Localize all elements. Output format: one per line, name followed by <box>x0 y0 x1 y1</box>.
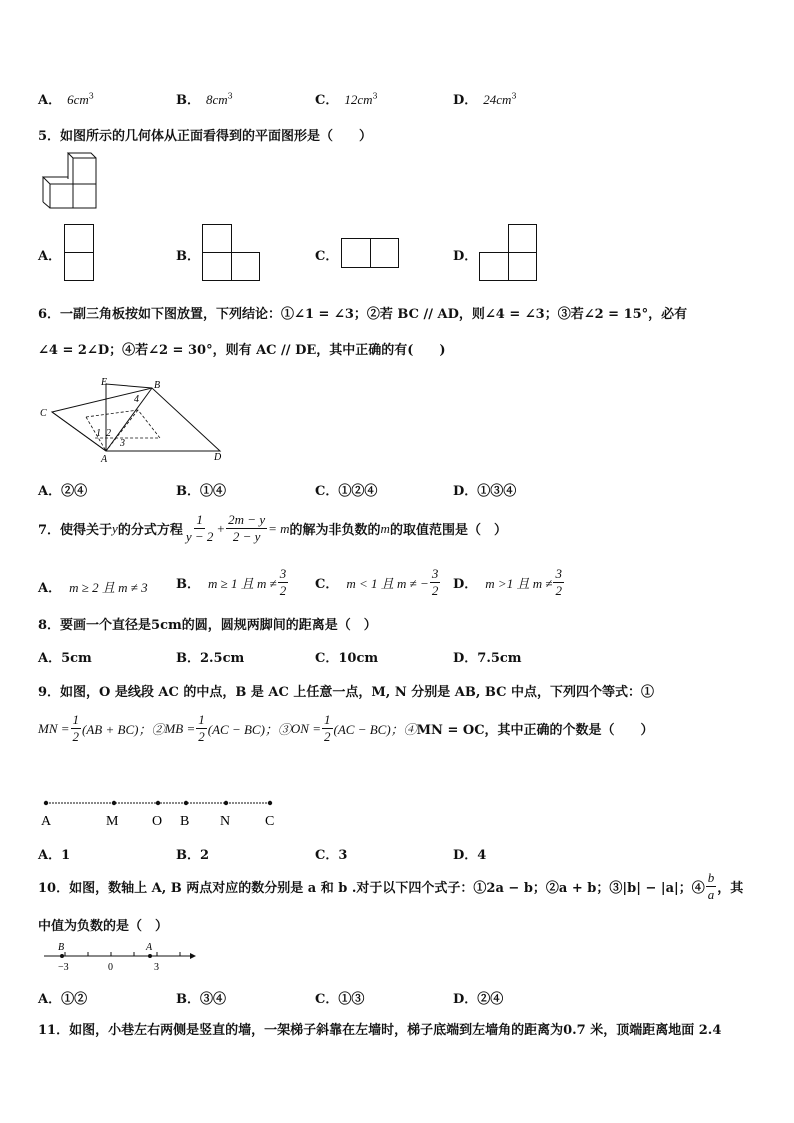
q10-option-b: B．③④ <box>176 992 226 1007</box>
q5-option-d-figure <box>479 224 539 282</box>
point-b: B <box>180 814 190 829</box>
q10-stem-line2: 中值为负数的是（ ） <box>38 919 169 934</box>
q10-option-c: C．①③ <box>315 992 365 1007</box>
q10-number-line <box>40 940 200 974</box>
q9-stem-line2: MN = $\frac{1}{2}$ (AB + BC)；② MB = $\frac{1}{2}$ (AC − BC)；③ ON = $\frac{1}{2}$ (AC − BC)；④ MN = OC，其中正确的个数是（ ） <box>38 712 654 744</box>
q5-option-d: D． <box>453 249 478 264</box>
q5-option-a-figure <box>64 224 96 282</box>
q10-stem-line1: 10．如图，数轴上 A, B 两点对应的数分别是 a 和 b .对于以下四个式子：①2a − b；②a + b；③|b| − |a|；④ $\frac{b}{a}$ ，其 <box>38 870 744 902</box>
q5-option-c: C． <box>315 249 339 264</box>
q11-stem: 11．如图，小巷左右两侧是竖直的墙，一架梯子斜靠在左墙时，梯子底端到左墙角的距离为0.7 米，顶端距离地面 2.4 <box>38 1023 722 1038</box>
q7-option-d: D． m >1 且 m ≠ $\frac{3}{2}$ <box>453 566 562 598</box>
q7-option-b: B． m ≥ 1 且 m ≠ $\frac{3}{2}$ <box>176 566 287 598</box>
q8-option-c: C．10cm <box>315 651 379 666</box>
q5-solid-figure <box>40 152 102 212</box>
tick-3: 3 <box>154 962 159 973</box>
q4-option-d: D． $24cm^3$ <box>453 91 517 108</box>
point-n: N <box>220 814 231 829</box>
q4-option-b: B． $8cm^3$ <box>176 91 233 108</box>
q4-option-a: A． $6cm^3$ <box>38 91 94 108</box>
point-c: C <box>265 814 275 829</box>
label-b: B <box>154 380 161 391</box>
angle-3: 3 <box>120 438 125 449</box>
label-a: A <box>101 454 108 465</box>
point-m: M <box>106 814 119 829</box>
label-c: C <box>40 408 47 419</box>
axis-point-b: B <box>58 942 65 953</box>
q6-triangle-figure <box>38 372 228 467</box>
tick-0: 0 <box>108 962 113 973</box>
angle-1: 1 <box>96 428 101 439</box>
q7-fraction-2: $\frac{2m - y}{2 - y}$ <box>228 512 266 544</box>
q6-stem-line2: ∠4 = 2∠D；④若∠2 = 30°，则有 AC // DE，其中正确的有( ) <box>38 343 446 358</box>
q9-option-c: C．3 <box>315 848 348 863</box>
q6-option-c: C．①②④ <box>315 484 378 499</box>
angle-4: 4 <box>134 394 139 405</box>
q9-option-b: B．2 <box>176 848 210 863</box>
q8-option-b: B．2.5cm <box>176 651 245 666</box>
q5-stem: 5．如图所示的几何体从正面看得到的平面图形是（ ） <box>38 129 373 144</box>
q8-option-a: A．5cm <box>38 651 92 666</box>
q9-stem-line1: 9．如图，O 是线段 AC 的中点，B 是 AC 上任意一点，M, N 分别是 AB, BC 中点，下列四个等式：① <box>38 685 654 700</box>
q6-option-a: A．②④ <box>38 484 88 499</box>
q9-option-d: D．4 <box>453 848 487 863</box>
axis-point-a: A <box>146 942 153 953</box>
q7-fraction-1: $\frac{1}{y - 2}$ <box>185 512 214 544</box>
q7-option-a: A． m ≥ 2 且 m ≠ 3 <box>38 580 148 596</box>
label-d: D <box>214 452 222 463</box>
q7-option-c: C． m < 1 且 m ≠ − $\frac{3}{2}$ <box>315 566 439 598</box>
q5-option-b-figure <box>202 224 262 282</box>
q6-option-b: B．①④ <box>176 484 226 499</box>
q6-stem-line1: 6．一副三角板按如下图放置，下列结论：①∠1 = ∠3；②若 BC // AD，则∠4 = ∠3；③若∠2 = 15°，必有 <box>38 307 688 322</box>
q5-option-c-figure <box>341 238 401 270</box>
angle-2: 2 <box>106 428 111 439</box>
q8-stem: 8．要画一个直径是5cm的圆，圆规两脚间的距离是（ ） <box>38 618 377 633</box>
point-a: A <box>41 814 52 829</box>
q7-stem: 7．使得关于 y 的分式方程 $\frac{1}{y - 2}$ + $\frac{2m - y}{2 - y}$ = m 的解为非负数的 m 的取值范围是（ ） <box>38 512 507 544</box>
q5-option-a: A． <box>38 249 62 264</box>
q8-option-d: D．7.5cm <box>453 651 522 666</box>
label-e: E <box>101 377 108 388</box>
tick-neg3: −3 <box>58 962 69 973</box>
q9-option-a: A．1 <box>38 848 71 863</box>
q9-line-segment <box>38 795 278 829</box>
q6-option-d: D．①③④ <box>453 484 517 499</box>
q5-option-b: B． <box>176 249 200 264</box>
q10-option-d: D．②④ <box>453 992 504 1007</box>
q4-option-c: C． $12cm^3$ <box>315 91 378 108</box>
q10-option-a: A．①② <box>38 992 88 1007</box>
point-o: O <box>152 814 163 829</box>
